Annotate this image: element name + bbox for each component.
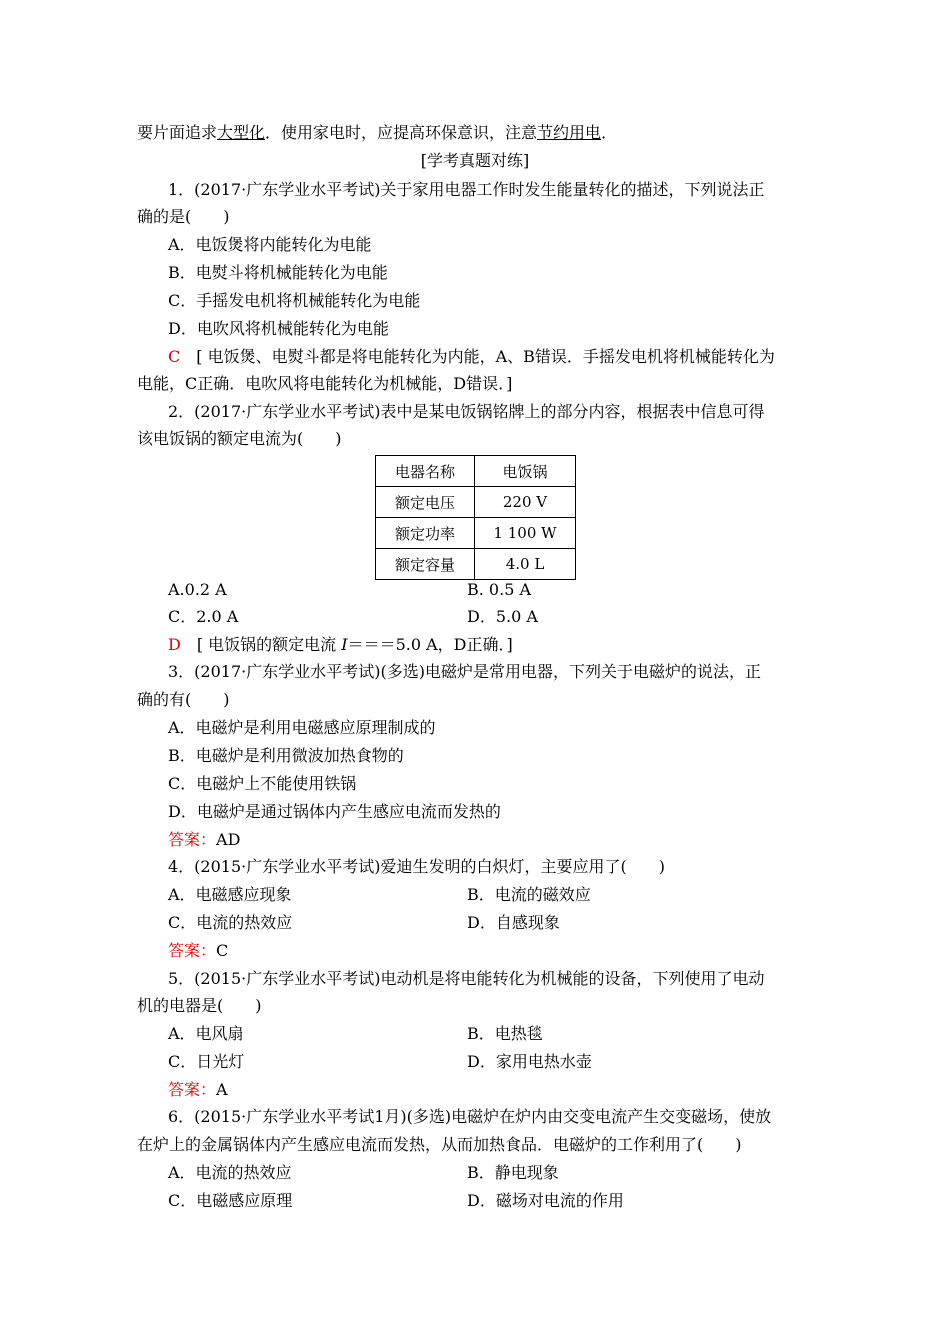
- q1-stem-line2: 确的是( ): [137, 207, 230, 226]
- q4-stem: 4．(2015·广东学业水平考试)爱迪生发明的白炽灯，主要应用了( ): [168, 857, 665, 876]
- table-row: [376, 549, 576, 580]
- q5-option-c: C．日光灯: [168, 1052, 245, 1071]
- q6-option-b: B．静电现象: [467, 1163, 559, 1182]
- q5-answer: [168, 1080, 228, 1100]
- q5-option-d: D．家用电热水壶: [467, 1052, 592, 1071]
- q2-stem-line1: 2．(2017·广东学业水平考试)表中是某电饭锅铭牌上的部分内容，根据表中信息可得: [168, 402, 765, 421]
- table-cell: 220 V: [475, 487, 576, 518]
- q5-option-a: A．电风扇: [168, 1024, 244, 1043]
- table-cell: 1 100 W: [475, 518, 576, 549]
- q4-answer: [168, 941, 228, 961]
- q1-stem-line1: 1．(2017·广东学业水平考试)关于家用电器工作时发生能量转化的描述，下列说法正: [168, 180, 765, 199]
- q1-option-a: A．电饭煲将内能转化为电能: [168, 235, 372, 254]
- intro-underlined-2: 节约用电: [537, 123, 602, 142]
- answer-label: 答案：: [168, 1080, 217, 1099]
- q2-explanation: [168, 635, 513, 655]
- answer-value: C: [216, 941, 229, 960]
- q6-stem-line1: 6．(2015·广东学业水平考试1月)(多选)电磁炉在炉内由交变电流产生交变磁场，使放: [168, 1107, 772, 1126]
- intro-line: [137, 123, 617, 143]
- intro-text: 要片面追求: [137, 123, 218, 142]
- table-cell: 电器名称: [376, 456, 475, 487]
- q2-explanation-result: ＝＝＝5.0 A，D正确．]: [347, 635, 513, 654]
- q1-explanation-line2: 电能，C正确．电吹风将电能转化为机械能，D错误．]: [137, 374, 513, 393]
- q4-option-c: C．电流的热效应: [168, 913, 293, 932]
- q1-option-d: D．电吹风将机械能转化为电能: [168, 319, 389, 338]
- q3-stem-line2: 确的有( ): [137, 690, 230, 709]
- intro-text-mid: ．使用家电时，应提高环保意识，注意: [265, 123, 538, 142]
- q1-option-b: B．电熨斗将机械能转化为电能: [168, 263, 388, 282]
- q3-answer: [168, 830, 240, 850]
- q6-option-c: C．电磁感应原理: [168, 1191, 293, 1210]
- q3-stem-line1: 3．(2017·广东学业水平考试)(多选)电磁炉是常用电器，下列关于电磁炉的说法，正: [168, 662, 761, 681]
- q6-stem-line2: 在炉上的金属锅体内产生感应电流而发热，从而加热食品．电磁炉的工作利用了( ): [137, 1135, 742, 1154]
- q3-option-d: D．电磁炉是通过锅体内产生感应电流而发热的: [168, 802, 501, 821]
- q2-option-a: A.0.2 A: [168, 580, 227, 599]
- table-cell: 电饭锅: [475, 456, 576, 487]
- q6-option-a: A．电流的热效应: [168, 1163, 292, 1182]
- nameplate-table: [375, 455, 576, 580]
- answer-value: AD: [216, 830, 241, 849]
- q2-option-b: B. 0.5 A: [467, 580, 532, 599]
- table-cell: 4.0 L: [475, 549, 576, 580]
- answer-value: A: [216, 1080, 228, 1099]
- table-row: [376, 456, 576, 487]
- q4-option-d: D．自感现象: [467, 913, 560, 932]
- q4-option-a: A．电磁感应现象: [168, 885, 292, 904]
- intro-end: ．: [601, 123, 618, 142]
- q2-stem-line2: 该电饭锅的额定电流为( ): [137, 429, 342, 448]
- answer-label: 答案：: [168, 941, 217, 960]
- q4-option-b: B．电流的磁效应: [467, 885, 591, 904]
- q2-option-d: D．5.0 A: [467, 607, 538, 626]
- table-row: [376, 487, 576, 518]
- q5-stem-line2: 机的电器是( ): [137, 996, 262, 1015]
- table-cell: 额定功率: [376, 518, 475, 549]
- q5-option-b: B．电热毯: [467, 1024, 543, 1043]
- q1-option-c: C．手摇发电机将机械能转化为电能: [168, 291, 421, 310]
- table-row: [376, 518, 576, 549]
- q6-option-d: D．磁场对电流的作用: [467, 1191, 624, 1210]
- q2-option-c: C．2.0 A: [168, 607, 239, 626]
- q1-answer-letter: C: [168, 347, 181, 366]
- q5-stem-line1: 5．(2015·广东学业水平考试)电动机是将电能转化为机械能的设备，下列使用了电动: [168, 969, 765, 988]
- q3-option-a: A．电磁炉是利用电磁感应原理制成的: [168, 718, 436, 737]
- answer-label: 答案：: [168, 830, 217, 849]
- table-cell: 额定电压: [376, 487, 475, 518]
- q1-explanation-text: [ 电饭煲、电熨斗都是将电能转化为内能，A、B错误．手摇发电机将机械能转化为: [196, 347, 775, 366]
- q3-option-c: C．电磁炉上不能使用铁锅: [168, 774, 357, 793]
- q2-variable: I: [341, 635, 348, 654]
- q3-option-b: B．电磁炉是利用微波加热食物的: [168, 746, 404, 765]
- q2-explanation-text: [ 电饭锅的额定电流: [196, 635, 342, 654]
- q2-answer-letter: D: [168, 635, 181, 654]
- intro-underlined-1: 大型化: [217, 123, 266, 142]
- table-cell: 额定容量: [376, 549, 475, 580]
- section-title: [学考真题对练]: [420, 151, 530, 170]
- q1-explanation-line1: [168, 347, 775, 367]
